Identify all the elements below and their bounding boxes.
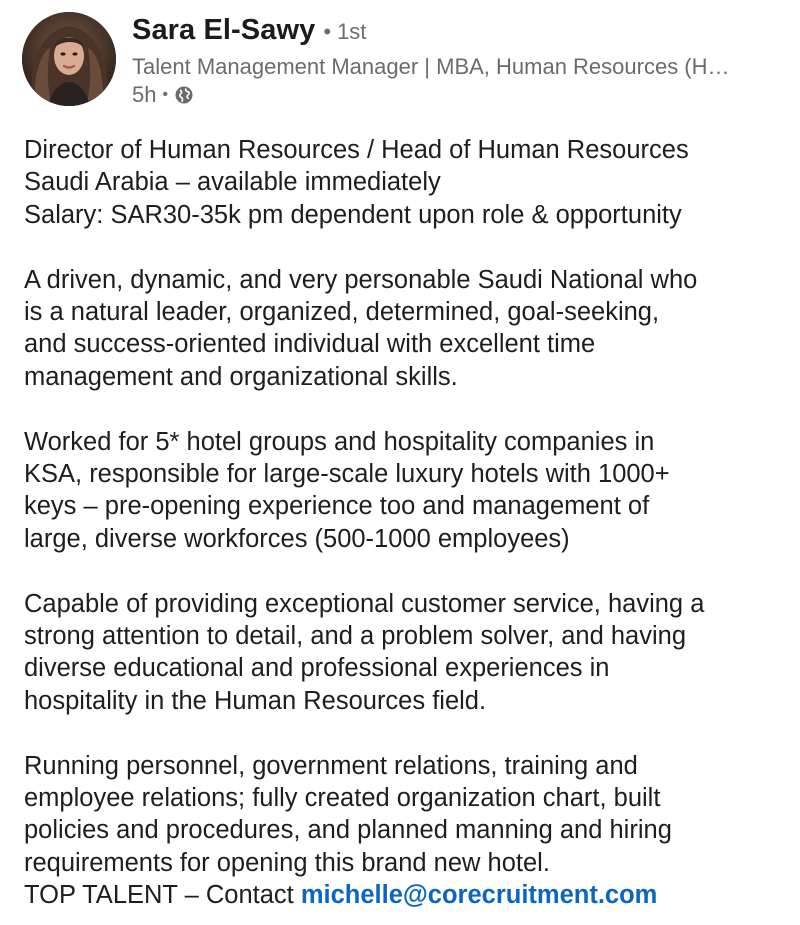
author-headline: Talent Management Manager | MBA, Human Resources (H… — [132, 54, 730, 79]
post-line: is a natural leader, organized, determined, goal-seeking, — [24, 298, 660, 327]
post-line: diverse educational and professional experiences in — [24, 654, 610, 683]
post-time: 5h — [132, 82, 157, 107]
post-line: Worked for 5* hotel groups and hospitality companies in — [24, 427, 655, 456]
post-paragraph — [24, 134, 789, 231]
separator-dot: • — [162, 86, 169, 103]
name-row — [132, 14, 792, 52]
post-body — [24, 134, 789, 912]
post-paragraph — [24, 264, 789, 394]
author-name[interactable]: Sara El-Sawy — [132, 14, 316, 46]
connection-degree: 1st — [337, 19, 367, 44]
avatar-photo — [22, 12, 116, 106]
author-meta — [132, 14, 792, 108]
contact-prefix: TOP TALENT – Contact — [24, 881, 301, 910]
post-line: Saudi Arabia – available immediately — [24, 168, 441, 197]
contact-line — [24, 879, 789, 911]
post-line: keys – pre-opening experience too and management of — [24, 492, 650, 521]
post-line: hospitality in the Human Resources field. — [24, 686, 487, 715]
post-header — [22, 12, 792, 112]
post-line: requirements for opening this brand new hotel. — [24, 848, 550, 877]
post-line: Director of Human Resources / Head of Human Resources — [24, 136, 689, 164]
post-line: A driven, dynamic, and very personable Saudi National who — [24, 265, 698, 294]
post-line: Salary: SAR30-35k pm dependent upon role & opportunity — [24, 200, 682, 229]
globe-icon — [174, 85, 194, 105]
avatar[interactable] — [22, 12, 116, 106]
post-timestamp-row — [132, 82, 792, 108]
post-line: Capable of providing exceptional customer service, having a — [24, 589, 705, 618]
post-paragraph — [24, 588, 789, 718]
post-line: policies and procedures, and planned manning and hiring — [24, 816, 672, 845]
post-paragraph — [24, 426, 789, 556]
post-line: KSA, responsible for large-scale luxury hotels with 1000+ — [24, 460, 670, 489]
post-line: strong attention to detail, and a problem solver, and having — [24, 622, 687, 651]
contact-email-link[interactable]: michelle@corecruitment.com — [300, 881, 658, 910]
separator-dot: • — [323, 19, 332, 44]
post-line: and success-oriented individual with excellent time — [24, 330, 596, 359]
post-line: large, diverse workforces (500-1000 employees) — [24, 524, 570, 553]
post-line: employee relations; fully created organization chart, built — [24, 784, 661, 813]
post-line: Running personnel, government relations, training and — [24, 751, 638, 780]
post-paragraph — [24, 750, 789, 912]
post-line: management and organizational skills. — [24, 362, 458, 391]
